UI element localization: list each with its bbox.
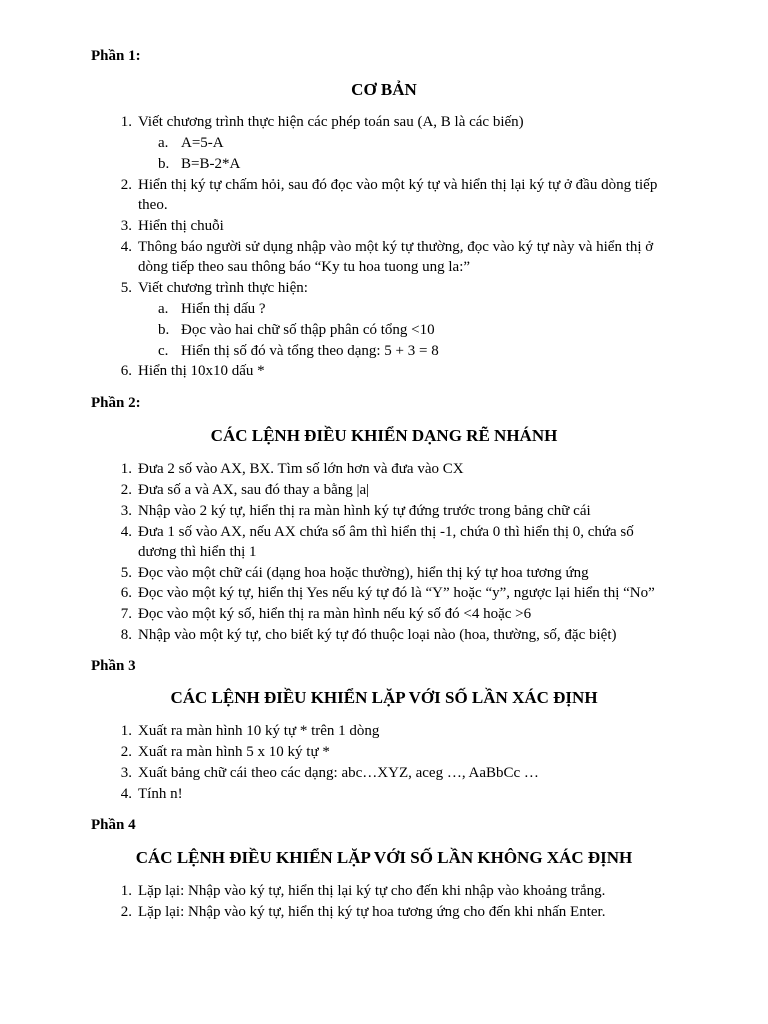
- list-number: 6.: [120, 585, 132, 601]
- list-item-text: Đưa 1 số vào AX, nếu AX chứa số âm thì hiển thị -1, chứa 0 thì hiển thị 0, chứa số: [138, 524, 634, 540]
- list-number: 8.: [120, 627, 132, 643]
- list-item-continuation: dương thì hiển thị 1: [138, 544, 257, 560]
- list-number: 5.: [120, 565, 132, 581]
- part4-title: CÁC LỆNH ĐIỀU KHIỂN LẶP VỚI SỐ LẦN KHÔNG XÁC ĐỊNH: [135, 848, 633, 867]
- list-number: 1.: [120, 114, 132, 130]
- sub-item-text: B=B-2*A: [181, 156, 241, 172]
- sub-letter: a.: [158, 301, 169, 317]
- sub-letter: b.: [158, 156, 170, 172]
- list-number: 1.: [120, 723, 132, 739]
- list-item-text: Lặp lại: Nhập vào ký tự, hiển thị ký tự hoa tương ứng cho đến khi nhấn Enter.: [138, 904, 606, 920]
- list-number: 2.: [120, 744, 132, 760]
- list-number: 4.: [120, 239, 132, 255]
- list-item-text: Lặp lại: Nhập vào ký tự, hiển thị lại ký tự cho đến khi nhập vào khoảng trắng.: [138, 883, 606, 899]
- list-number: 2.: [120, 177, 132, 193]
- sub-item-text: Đọc vào hai chữ số thập phân có tổng <10: [181, 322, 435, 338]
- sub-item-text: Hiển thị dấu ?: [181, 301, 266, 317]
- list-number: 7.: [120, 606, 132, 622]
- list-number: 4.: [120, 524, 132, 540]
- part1-title: CƠ BẢN: [351, 80, 417, 99]
- list-number: 1.: [120, 883, 132, 899]
- list-number: 2.: [120, 482, 132, 498]
- list-item-text: Nhập vào 2 ký tự, hiển thị ra màn hình ký tự đứng trước trong bảng chữ cái: [138, 503, 591, 519]
- sub-letter: b.: [158, 322, 170, 338]
- list-item-text: Đọc vào một ký số, hiển thị ra màn hình nếu ký số đó <4 hoặc >6: [138, 606, 532, 622]
- list-item-text: Thông báo người sử dụng nhập vào một ký tự thường, đọc vào ký tự này và hiển thị ở: [138, 239, 654, 255]
- sub-letter: c.: [158, 343, 169, 359]
- list-item-text: Viết chương trình thực hiện các phép toán sau (A, B là các biến): [138, 114, 524, 130]
- sub-item-text: Hiển thị số đó và tổng theo dạng: 5 + 3 = 8: [181, 343, 439, 359]
- list-item-text: Xuất ra màn hình 10 ký tự * trên 1 dòng: [138, 723, 380, 739]
- list-number: 3.: [120, 765, 132, 781]
- list-number: 2.: [120, 904, 132, 920]
- part3-label: Phần 3: [91, 658, 136, 674]
- list-item-text: Nhập vào một ký tự, cho biết ký tự đó thuộc loại nào (hoa, thường, số, đặc biệt): [138, 627, 617, 643]
- list-number: 6.: [120, 363, 132, 379]
- list-item-text: Hiển thị chuỗi: [138, 218, 224, 234]
- part1-label: Phần 1:: [91, 48, 141, 64]
- list-item-text: Xuất ra màn hình 5 x 10 ký tự *: [138, 744, 330, 760]
- sub-item-text: A=5-A: [181, 135, 224, 151]
- list-number: 3.: [120, 503, 132, 519]
- list-item-text: Hiển thị 10x10 dấu *: [138, 363, 265, 379]
- part2-title: CÁC LỆNH ĐIỀU KHIỂN DẠNG RẼ NHÁNH: [210, 426, 558, 445]
- list-number: 4.: [120, 786, 132, 802]
- list-item-text: Viết chương trình thực hiện:: [138, 280, 308, 296]
- list-number: 5.: [120, 280, 132, 296]
- list-item-continuation: dòng tiếp theo sau thông báo “Ky tu hoa tuong ung la:”: [138, 259, 471, 275]
- list-number: 1.: [120, 461, 132, 477]
- list-item-text: Xuất bảng chữ cái theo các dạng: abc…XYZ, aceg …, AaBbCc …: [138, 765, 539, 781]
- list-item-text: Hiển thị ký tự chấm hỏi, sau đó đọc vào một ký tự và hiển thị lại ký tự ở đầu dòng tiếp: [138, 177, 658, 193]
- list-item-continuation: theo.: [138, 197, 168, 213]
- list-item-text: Đưa số a và AX, sau đó thay a bằng |a|: [138, 482, 370, 498]
- part4-label: Phần 4: [91, 817, 136, 833]
- list-item-text: Đọc vào một chữ cái (dạng hoa hoặc thường), hiển thị ký tự hoa tương ứng: [138, 565, 589, 581]
- list-item-text: Đưa 2 số vào AX, BX. Tìm số lớn hơn và đưa vào CX: [138, 461, 464, 477]
- sub-letter: a.: [158, 135, 169, 151]
- part2-label: Phần 2:: [91, 395, 141, 411]
- part3-title: CÁC LỆNH ĐIỀU KHIỂN LẶP VỚI SỐ LẦN XÁC ĐỊNH: [170, 688, 598, 707]
- list-item-text: Đọc vào một ký tự, hiển thị Yes nếu ký tự đó là “Y” hoặc “y”, ngược lại hiển thị “No”: [138, 585, 655, 601]
- list-item-text: Tính n!: [138, 786, 183, 802]
- list-number: 3.: [120, 218, 132, 234]
